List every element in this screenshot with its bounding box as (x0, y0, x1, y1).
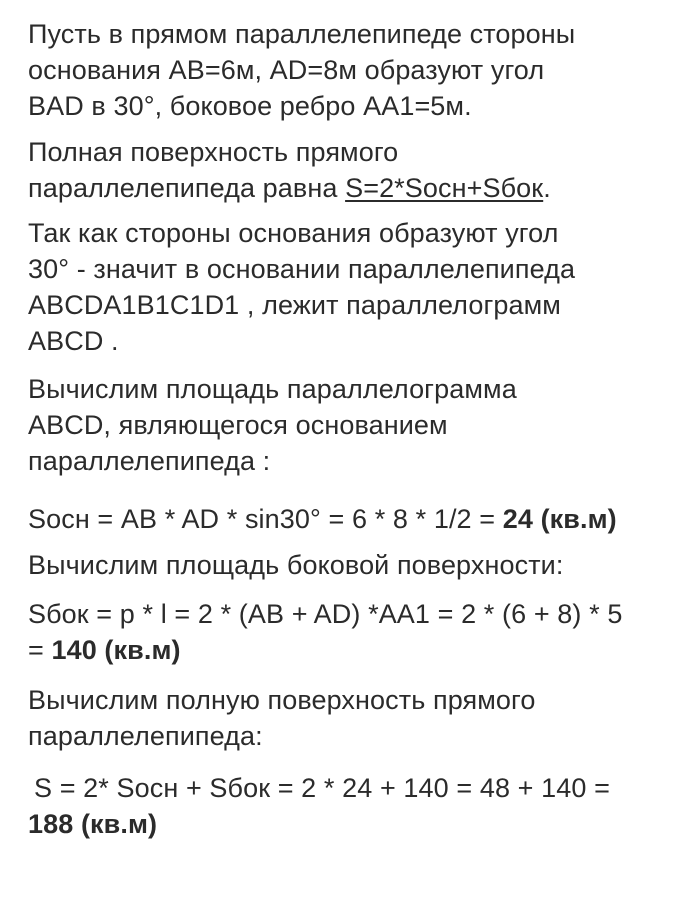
paragraph-total-surface-formula (28, 134, 678, 206)
text-line: Вычислим площадь боковой поверхности: (28, 550, 564, 580)
text-line: параллелепипеда : (28, 446, 271, 476)
text-line: основания AB=6м, AD=8м образуют угол (28, 55, 545, 85)
text-line: Вычислим площадь параллелограмма (28, 374, 517, 404)
text-line: ABCDA1B1C1D1 , лежит параллелограмм (28, 290, 561, 320)
paragraph-total-area-calc (28, 770, 678, 842)
bold-result: 188 (кв.м) (28, 809, 158, 839)
paragraph-base-area-calc (28, 501, 678, 537)
text-line: Пусть в прямом параллелепипеде стороны (28, 19, 576, 49)
text-line: ABCD, являющегося основанием (28, 410, 448, 440)
paragraph-problem-statement (28, 16, 678, 124)
text-line: ABCD . (28, 326, 119, 356)
text-line: BAD в 30°, боковое ребро AA1=5м. (28, 91, 472, 121)
text-line: 30° - значит в основании параллелепипеда (28, 254, 576, 284)
text-line: Вычислим полную поверхность прямого (28, 685, 536, 715)
paragraph-base-area-intro (28, 371, 678, 479)
text-line (28, 501, 678, 537)
text-line: Так как стороны основания образуют угол (28, 218, 559, 248)
formula-text: = (28, 635, 52, 665)
formula-text: Sосн = AB * AD * sin30° = 6 * 8 * 1/2 = (28, 504, 503, 534)
paragraph-total-area-intro (28, 682, 678, 754)
paragraph-base-parallelogram (28, 215, 678, 359)
bold-result: 140 (кв.м) (51, 635, 181, 665)
text-fragment: . (543, 173, 551, 203)
paragraph-lateral-area-calc (28, 596, 678, 668)
text-line: параллелепипеда: (28, 721, 263, 751)
text-line (28, 170, 678, 206)
text-line: S = 2* Sосн + Sбок = 2 * 24 + 140 = 48 + 140 = (34, 773, 610, 803)
text-line: Sбок = p * l = 2 * (AB + AD) *AA1 = 2 * (6 + 8) * 5 (28, 599, 623, 629)
text-line (28, 632, 678, 668)
text-line: Полная поверхность прямого (28, 137, 399, 167)
text-line (28, 806, 678, 842)
underlined-formula: S=2*Sосн+Sбок (345, 173, 544, 203)
bold-result: 24 (кв.м) (502, 504, 617, 534)
text-fragment: параллелепипеда равна (28, 173, 346, 203)
paragraph-lateral-area-intro (28, 547, 678, 583)
